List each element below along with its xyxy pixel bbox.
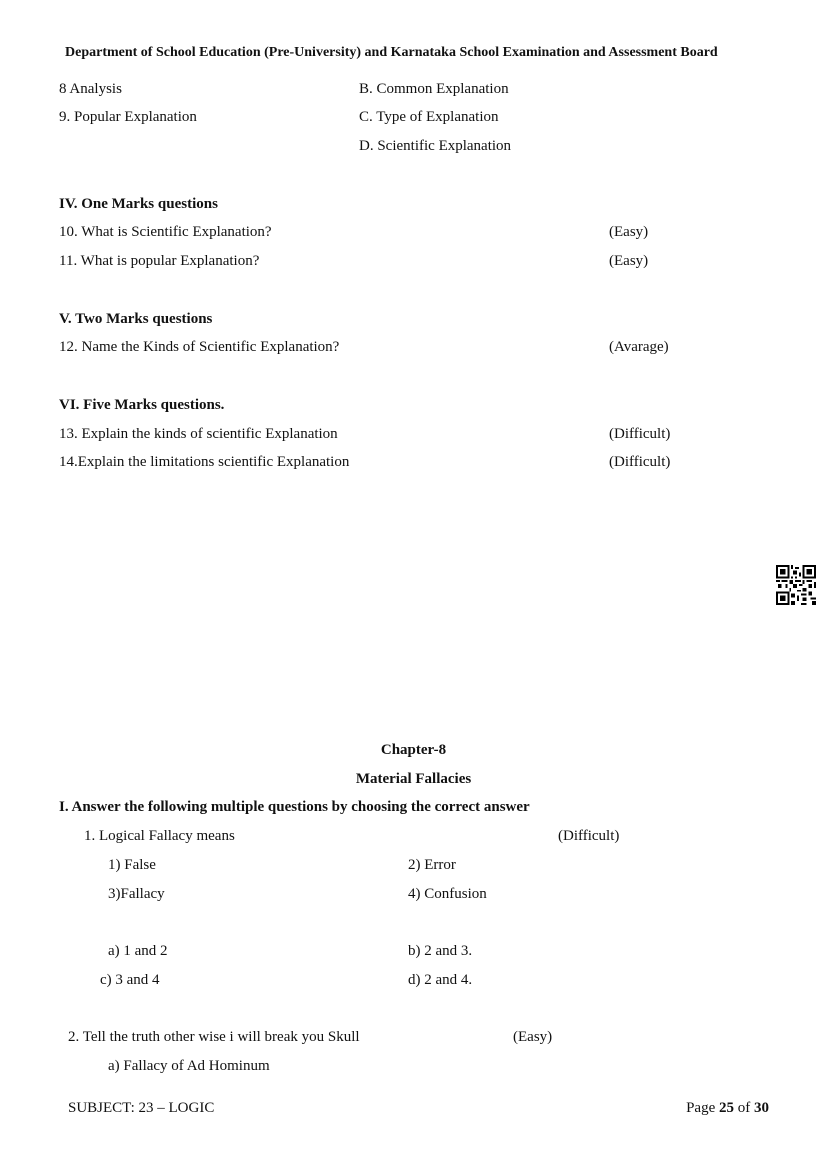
chapter-number: Chapter-8	[380, 742, 447, 758]
difficulty-label: (Easy)	[609, 224, 649, 240]
match-right-item: B. Common Explanation	[359, 81, 509, 97]
difficulty-label: (Difficult)	[558, 828, 620, 844]
answer-choice: a) 1 and 2	[108, 943, 168, 959]
page-current: 25	[719, 1100, 734, 1116]
section-iv-title: IV. One Marks questions	[59, 196, 218, 212]
page-number	[686, 1099, 769, 1117]
question-text: 2. Tell the truth other wise i will break you Skull	[68, 1029, 360, 1045]
section-vi-title: VI. Five Marks questions.	[59, 397, 225, 413]
footer-subject: SUBJECT: 23 – LOGIC	[68, 1100, 215, 1116]
difficulty-label: (Avarage)	[609, 339, 669, 355]
option-item: 3)Fallacy	[108, 886, 165, 902]
match-left-item: 9. Popular Explanation	[59, 109, 197, 125]
section-v-title: V. Two Marks questions	[59, 311, 213, 327]
question-text: 13. Explain the kinds of scientific Explanation	[59, 426, 338, 442]
page-of: of	[734, 1100, 754, 1116]
question-text: 12. Name the Kinds of Scientific Explanation?	[59, 339, 340, 355]
answer-choice: b) 2 and 3.	[408, 943, 473, 959]
answer-choice: d) 2 and 4.	[408, 972, 473, 988]
question-text: 11. What is popular Explanation?	[59, 253, 260, 269]
page-prefix: Page	[686, 1100, 719, 1116]
section-instruction: I. Answer the following multiple questions by choosing the correct answer	[59, 799, 530, 815]
difficulty-label: (Easy)	[513, 1029, 553, 1045]
question-text: 10. What is Scientific Explanation?	[59, 224, 272, 240]
option-item: 4) Confusion	[408, 886, 487, 902]
match-left-item: 8 Analysis	[59, 81, 122, 97]
option-item: 1) False	[108, 857, 156, 873]
difficulty-label: (Easy)	[609, 253, 649, 269]
option-item: 2) Error	[408, 857, 456, 873]
difficulty-label: (Difficult)	[609, 454, 671, 470]
page-header: Department of School Education (Pre-University) and Karnataka School Examination and Assessment Board	[65, 45, 718, 60]
match-right-item: C. Type of Explanation	[359, 109, 499, 125]
chapter-title: Material Fallacies	[355, 771, 472, 787]
qr-code-icon	[776, 565, 816, 605]
page-total: 30	[754, 1100, 769, 1116]
difficulty-label: (Difficult)	[609, 426, 671, 442]
answer-choice: c) 3 and 4	[100, 972, 160, 988]
question-text: 1. Logical Fallacy means	[84, 828, 235, 844]
option-item: a) Fallacy of Ad Hominum	[108, 1058, 270, 1074]
match-right-item: D. Scientific Explanation	[359, 138, 512, 154]
question-text: 14.Explain the limitations scientific Explanation	[59, 454, 350, 470]
